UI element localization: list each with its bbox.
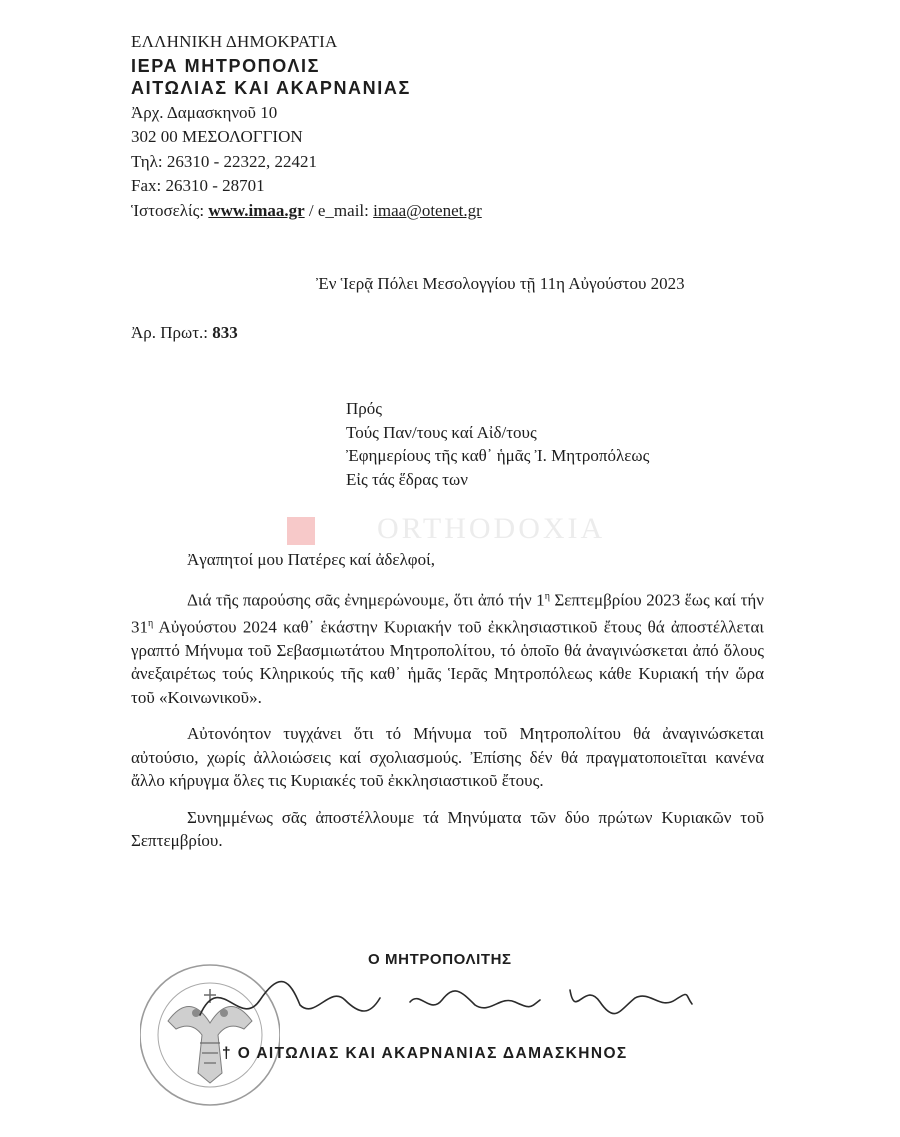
recipient-line-4: Εἰς τάς ἕδρας των: [346, 469, 468, 489]
salutation: Ἀγαπητοί μου Πατέρες καί ἀδελφοί,: [187, 550, 435, 569]
recipient-to: Πρός: [346, 399, 382, 418]
letterhead: [131, 30, 482, 223]
letterhead-region: ΑΙΤΩΛΙΑΣ ΚΑΙ ΑΚΑΡΝΑΝΙΑΣ: [131, 77, 411, 98]
website-link[interactable]: www.imaa.gr: [208, 200, 305, 220]
recipient-block: [346, 397, 649, 491]
letterhead-web-line: [131, 199, 482, 224]
watermark-text: ORTHODOXIA: [377, 512, 606, 545]
protocol-value: 833: [212, 323, 238, 342]
watermark-logo-square: [287, 517, 315, 545]
protocol-label: Ἀρ. Πρωτ.:: [131, 323, 213, 342]
letterhead-fax: Fax: 26310 - 28701: [131, 176, 265, 195]
paragraph-3: Συνημμένως σᾶς ἀποστέλλουμε τά Μηνύματα τῶν δύο πρώτων Κυριακῶν τοῦ Σεπτεμβρίου.: [131, 807, 764, 851]
email-label: / e_mail:: [304, 200, 374, 220]
handwritten-signature: [180, 960, 700, 1040]
recipient-line-2: Τούς Παν/τους καί Αἰδ/τους: [346, 422, 537, 442]
protocol-number: [131, 323, 238, 343]
paragraph-1: Διά τῆς παρούσης σᾶς ἐνημερώνουμε, ὅτι ἀπό τήν $1^\eta$ Σεπτεμβρίου 2023 ἕως καί τήν $31^\eta$ Αὐγούστου 2024 καθ᾿ ἑκάστην Κυριακήν τοῦ ἐκκλησιαστικοῦ ἔτους θά ἀποστέλλεται γραπτό Μήνυμα τοῦ Σεβασμιωτάτου Μητροπολίτου, τό ὁποῖο θά ἀναγινώσκεται ἀπό ὅλους ἀνεξαιρέτως τούς Κληρικούς τῆς καθ᾿ ἡμᾶς Ἱερᾶς Μητροπόλεως κάθε Κυριακή τήν ὥρα τοῦ «Κοινωνικοῦ».: [131, 590, 764, 707]
date-line: Ἐν Ἱερᾷ Πόλει Μεσολογγίου τῇ 11η Αὐγούστου 2023: [316, 274, 685, 293]
letterhead-address: Ἀρχ. Δαμασκηνοῦ 10: [131, 102, 278, 122]
web-label: Ἱστοσελίς:: [131, 200, 209, 220]
email-link[interactable]: imaa@otenet.gr: [373, 200, 482, 220]
letter-body: [131, 548, 764, 866]
letterhead-metropolis: ΙΕΡΑ ΜΗΤΡΟΠΟΛΙΣ: [131, 55, 320, 76]
recipient-line-3: Ἐφημερίους τῆς καθ᾿ ἡμᾶς Ἰ. Μητροπόλεως: [346, 446, 650, 465]
letterhead-country: ΕΛΛΗΝΙΚΗ ΔΗΜΟΚΡΑΤΙΑ: [131, 32, 338, 51]
paragraph-2: Αὐτονόητον τυγχάνει ὅτι τό Μήνυμα τοῦ Μητροπολίτου θά ἀναγινώσκεται αὐτούσιο, χωρίς ἀλλοιώσεις καί σχολιασμούς. Ἐπίσης δέν θά πραγματοποιεῖται κανένα ἄλλο κήρυγμα ὅλες τις Κυριακές τοῦ ἐκκλησιαστικοῦ ἔτους.: [131, 724, 764, 791]
letterhead-postal: 302 00 ΜΕΣΟΛΟΓΓΙΟΝ: [131, 127, 303, 146]
signature-name: † Ο ΑΙΤΩΛΙΑΣ ΚΑΙ ΑΚΑΡΝΑΝΙΑΣ ΔΑΜΑΣΚΗΝΟΣ: [222, 1045, 628, 1062]
letterhead-phone: Τηλ: 26310 - 22322, 22421: [131, 151, 318, 171]
signature-title: Ο ΜΗΤΡΟΠΟΛΙΤΗΣ: [368, 951, 512, 968]
